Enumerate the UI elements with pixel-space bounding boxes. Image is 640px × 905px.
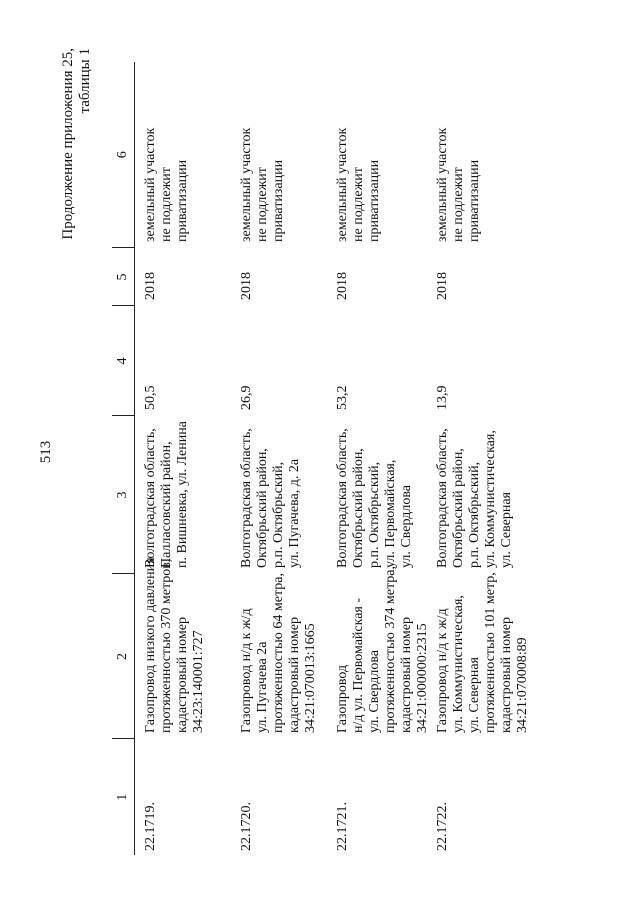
object-address: Волгоградская область, Палласовский район, п. Вишневка, ул. Ленина [143,421,190,568]
caption-line: Продолжение приложения 25, [60,48,76,240]
object-note: земельный участок не подлежит приватизации [143,127,190,242]
table-row [143,62,239,855]
row-number: 22.1721. [335,802,350,851]
object-name: Газопровод н/д ул. Первомайская - ул. Свердлова протяженностью 374 метра, кадастровый номер 34:21:000000:2315 [335,566,430,733]
object-area: 53,2 [335,385,350,410]
table-header-row [112,62,135,855]
row-number: 22.1722. [435,802,450,851]
object-area: 50,5 [143,385,158,410]
object-address: Волгоградская область, Октябрьский район, р.п. Октябрьский, ул. Коммунистическая, ул. Северная [435,428,514,568]
page-number: 513 [38,440,54,464]
property-table [112,62,545,855]
object-area: 13,9 [435,385,450,410]
table-row [239,62,335,855]
object-year: 2018 [239,272,254,300]
object-note: земельный участок не подлежит приватизации [335,127,382,242]
object-name: Газопровод низкого давления протяженностью 370 метров, кадастровый номер 34:23:140001:727 [143,557,206,733]
object-name: Газопровод н/д к ж/д ул. Пугачева 2а протяженностью 64 метра, кадастровый номер 34:21:070013:1665 [239,573,318,733]
column-header: 2 [112,574,135,739]
column-header: 3 [112,416,135,574]
object-note: земельный участок не подлежит приватизации [435,127,482,242]
column-header: 5 [112,248,135,306]
caption-line: таблицы 1 [77,48,93,114]
object-year: 2018 [143,272,158,300]
row-number: 22.1719. [143,802,158,851]
object-address: Волгоградская область, Октябрьский район, р.п. Октябрьский, ул. Первомайская, ул. Свердлова [335,428,414,568]
column-header: 4 [112,306,135,416]
object-name: Газопровод н/д к ж/д ул. Коммунистическая, ул. Северная протяженностью 101 метр, кадастровый номер 34:21:070008:89 [435,572,530,733]
object-note: земельный участок не подлежит приватизации [239,127,286,242]
object-year: 2018 [435,272,450,300]
table-row [335,62,435,855]
object-year: 2018 [335,272,350,300]
column-header: 6 [112,62,135,248]
appendix-caption [60,48,94,348]
row-number: 22.1720. [239,802,254,851]
object-address: Волгоградская область, Октябрьский район, р.п. Октябрьский, ул. Пугачева, д. 2а [239,428,302,568]
column-header: 1 [112,739,135,855]
table-row [435,62,545,855]
object-area: 26,9 [239,385,254,410]
